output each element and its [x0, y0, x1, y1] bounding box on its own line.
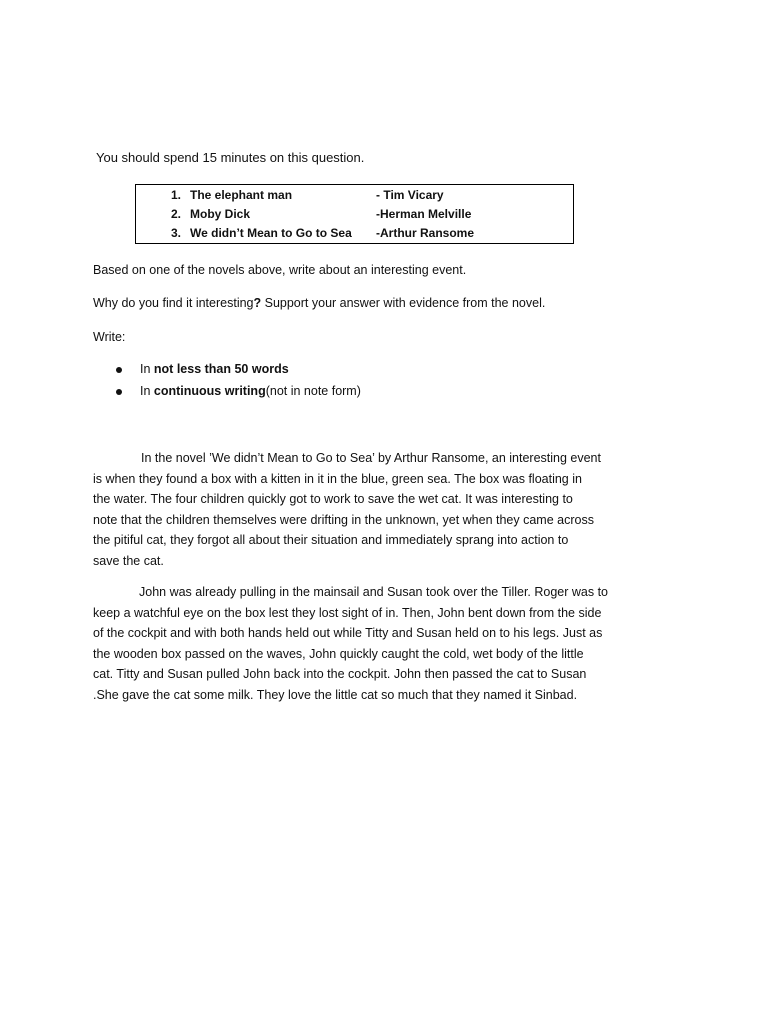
paragraph-line: save the cat. — [93, 553, 164, 568]
paragraph-line: the pitiful cat, they forgot all about their situation and immediately sprang into action to — [93, 533, 569, 548]
novel-number: 2. — [170, 207, 181, 221]
novel-number: 3. — [170, 226, 181, 240]
task-line-2-end: Support your answer with evidence from the novel. — [261, 296, 546, 310]
answer-paragraph-2 — [93, 582, 679, 706]
bullet-icon — [116, 389, 122, 395]
task-line-1: Based on one of the novels above, write about an interesting event. — [93, 263, 467, 277]
paragraph-line: .She gave the cat some milk. They love the little cat so much that they named it Sinbad. — [93, 687, 578, 702]
paragraph-line: John was already pulling in the mainsail and Susan took over the Tiller. Roger was to — [139, 585, 609, 599]
task-line-2 — [93, 296, 545, 310]
write-label: Write: — [93, 330, 126, 344]
novel-author: -Herman Melville — [376, 207, 472, 221]
paragraph-line: note that the children themselves were drifting in the unknown, yet when they came across — [93, 512, 594, 527]
novel-title: We didn’t Mean to Go to Sea — [190, 226, 352, 240]
novel-title: Moby Dick — [190, 207, 251, 221]
answer-paragraph-1 — [93, 448, 679, 572]
paragraph-line: the wooden box passed on the waves, John quickly caught the cold, wet body of the little — [93, 646, 584, 661]
requirement-prefix: In — [140, 362, 154, 376]
paragraph-line: keep a watchful eye on the box lest they lost sight of in. Then, John bent down from the side — [93, 605, 602, 620]
instruction-text: You should spend 15 minutes on this question. — [96, 150, 365, 165]
novel-title: The elephant man — [190, 188, 293, 202]
novel-number: 1. — [170, 188, 181, 202]
requirement-suffix: (not in note form) — [265, 384, 361, 398]
novel-author: -Arthur Ransome — [376, 226, 475, 240]
novel-author: - Tim Vicary — [376, 188, 444, 202]
requirement-bold: continuous writing — [153, 384, 266, 398]
bullet-icon — [116, 367, 122, 373]
paragraph-line: is when they found a box with a kitten in it in the blue, green sea. The box was floating in — [93, 471, 582, 486]
requirement-bold: not less than 50 words — [153, 362, 289, 376]
novel-list-box — [135, 184, 574, 244]
paragraph-line: cat. Titty and Susan pulled John back into the cockpit. John then passed the cat to Susan — [93, 667, 587, 682]
requirement-prefix: In — [140, 384, 154, 398]
task-line-2-start: Why do you find it interesting — [93, 296, 254, 310]
paragraph-line: the water. The four children quickly got to work to save the wet cat. It was interesting to — [93, 492, 573, 507]
paragraph-line: of the cockpit and with both hands held out while Titty and Susan held on to his legs. Just as — [93, 626, 603, 641]
paragraph-line: In the novel ’We didn’t Mean to Go to Sea’ by Arthur Ransome, an interesting event — [141, 451, 601, 465]
task-line-2-mark: ? — [253, 296, 262, 310]
